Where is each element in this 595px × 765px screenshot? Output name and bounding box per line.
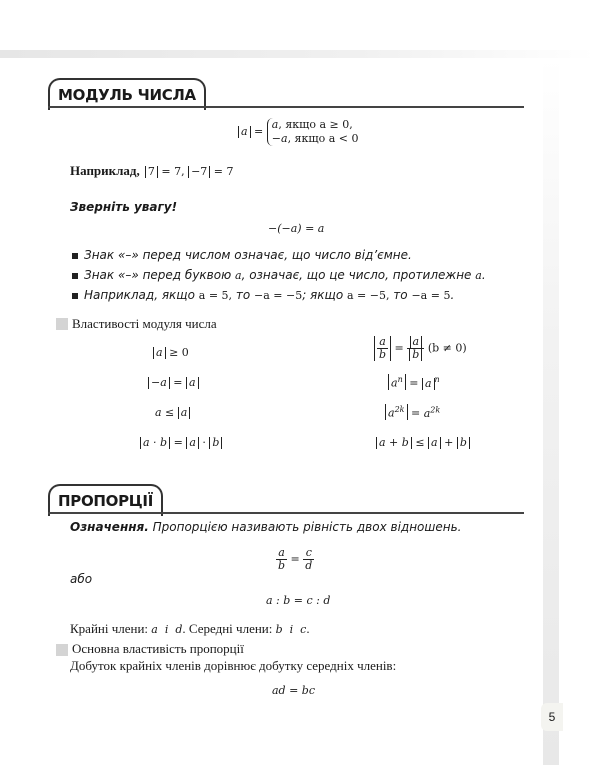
bullet-3-math-b: −a = −5 xyxy=(254,289,303,302)
bullet-1 xyxy=(84,248,412,262)
frac-a: a xyxy=(276,547,287,560)
abs-a-plus-b: a + b xyxy=(376,437,412,449)
bullet-3-math-c: a = −5, xyxy=(347,289,390,302)
property-8-leq: ≤ xyxy=(415,436,425,449)
property-7-eq: = xyxy=(411,406,421,420)
abs-b: b xyxy=(209,437,222,449)
property-8: a + b ≤ a + b xyxy=(376,436,470,449)
example-res-1: = 7, xyxy=(157,165,185,178)
abs-a: a xyxy=(153,347,166,359)
case2-expr: −a xyxy=(271,132,288,145)
property-1 xyxy=(153,346,189,359)
property-3 xyxy=(155,406,190,419)
abs-a: a xyxy=(422,378,435,390)
abs-ab: a · b xyxy=(140,437,170,449)
members-line xyxy=(70,621,310,637)
property-4: a · b = a · b xyxy=(140,436,222,449)
proportion-definition xyxy=(70,520,461,534)
example-abs-1: 7 xyxy=(145,166,158,178)
definition-label: Означення. xyxy=(70,520,149,534)
right-decor-bar xyxy=(543,58,559,765)
middle-end: . xyxy=(306,621,310,636)
property-formula: ad = bc xyxy=(272,684,316,697)
abs-frac-ab: $\frac{a}{b}$ xyxy=(374,336,391,361)
section-rule-proportions xyxy=(48,512,524,514)
frac-d: d xyxy=(305,559,313,572)
properties-square-icon xyxy=(56,318,68,330)
property-text: Добуток крайніх членів дорівнює добутку середніх членів: xyxy=(70,658,397,673)
case2 xyxy=(272,132,359,145)
property-6-eq: = xyxy=(409,376,419,390)
section-rule-modulus xyxy=(48,106,524,108)
fraction-cd xyxy=(303,547,314,572)
bullet-2-math-a: a xyxy=(235,269,242,282)
extremes-math: a і d xyxy=(151,623,183,636)
property-2 xyxy=(148,376,199,389)
bullet-3-text-d: то xyxy=(389,288,412,302)
bullet-marker xyxy=(72,253,78,259)
property-5-cond: (b ≠ 0) xyxy=(427,341,467,355)
frac-abs: $\frac{a}{b}$ xyxy=(407,336,424,361)
attention-formula: −(−a) = a xyxy=(268,222,325,235)
property-7: $a^{2k} = a^{2k}$ xyxy=(385,404,440,420)
case1 xyxy=(272,118,353,131)
abs-an: $a^n$ xyxy=(388,374,406,390)
bullet-3 xyxy=(84,288,454,302)
definition-text: Пропорцією називають рівність двох відношень. xyxy=(148,520,462,534)
ratio-formula: a : b = c : d xyxy=(266,594,331,607)
bullet-3-math-d: −a = 5 xyxy=(411,289,451,302)
abs-b: b xyxy=(457,437,470,449)
property-1-text: ≥ 0 xyxy=(169,346,189,359)
properties-label: Властивості модуля числа xyxy=(72,316,217,331)
bullet-3-text-b: то xyxy=(232,288,254,302)
property-4-eq: = xyxy=(173,436,183,449)
bullet-2-text-b: , означає, що це число, протилежне xyxy=(241,268,476,282)
modulus-cases xyxy=(267,118,359,146)
page-number: 5 xyxy=(541,703,563,731)
bullet-marker xyxy=(72,273,78,279)
example-abs-2: −7 xyxy=(188,166,210,178)
or-label: або xyxy=(70,572,93,586)
section-title-modulus: МОДУЛЬ ЧИСЛА xyxy=(48,78,206,110)
modulus-lhs: a xyxy=(238,126,251,138)
property-6: $a^n = a$ $^n$ xyxy=(388,374,440,390)
bullet-2 xyxy=(84,268,486,282)
property-label: Основна властивість пропорції xyxy=(72,641,244,656)
bullet-3-text-a: Наприклад, якщо xyxy=(84,288,199,302)
case1-expr: a xyxy=(271,118,279,131)
example-label: Наприклад, xyxy=(70,163,140,178)
case1-cond: , якщо a ≥ 0, xyxy=(278,118,353,131)
fraction-ab xyxy=(276,547,287,572)
abs-a: a xyxy=(186,377,199,389)
example-res-2: = 7 xyxy=(210,165,234,178)
bullet-2-text-a: Знак «–» перед буквою xyxy=(84,268,236,282)
abs-a: a xyxy=(186,437,199,449)
bullet-2-text-c: . xyxy=(481,268,486,282)
property-2-eq: = xyxy=(173,376,183,389)
extremes-label: Крайні члени: xyxy=(70,621,149,636)
bullet-3-math-a: a = 5, xyxy=(198,289,233,302)
attention-label: Зверніть увагу! xyxy=(70,200,178,214)
abs-a: a xyxy=(428,437,441,449)
bullet-2-math-b: a xyxy=(475,269,482,282)
bullet-3-text-e: . xyxy=(450,288,455,302)
example-line xyxy=(70,160,234,179)
abs-a2k: $a^{2k}$ xyxy=(385,404,408,420)
property-3-text: a ≤ xyxy=(155,406,175,419)
top-decor-bar xyxy=(0,50,595,58)
property-5: $\frac{a}{b}$ = $\frac{a}{b}$ (b ≠ 0) xyxy=(374,336,467,361)
section-title-proportions: ПРОПОРЦІЇ xyxy=(48,484,163,516)
case2-cond: , якщо a < 0 xyxy=(287,132,359,145)
abs-neg-a: −a xyxy=(148,377,170,389)
bullet-3-text-c: ; якщо xyxy=(302,288,347,302)
middle-label: . Середні члени: xyxy=(182,621,273,636)
middle-math: b і c xyxy=(275,623,307,636)
bullet-marker xyxy=(72,293,78,299)
frac-c: c xyxy=(303,547,314,560)
modulus-definition: a = a, якщо a ≥ 0, −a, якщо a < 0 xyxy=(238,118,358,146)
bullet-1-text: Знак «–» перед числом означає, що число від’ємне. xyxy=(84,248,412,262)
proportion-fraction: $\frac{a}{b}$ = $\frac{c}{d}$ xyxy=(278,546,313,572)
frac-b: b xyxy=(278,559,286,572)
property-square-icon xyxy=(56,644,68,656)
abs-a: a xyxy=(178,407,191,419)
